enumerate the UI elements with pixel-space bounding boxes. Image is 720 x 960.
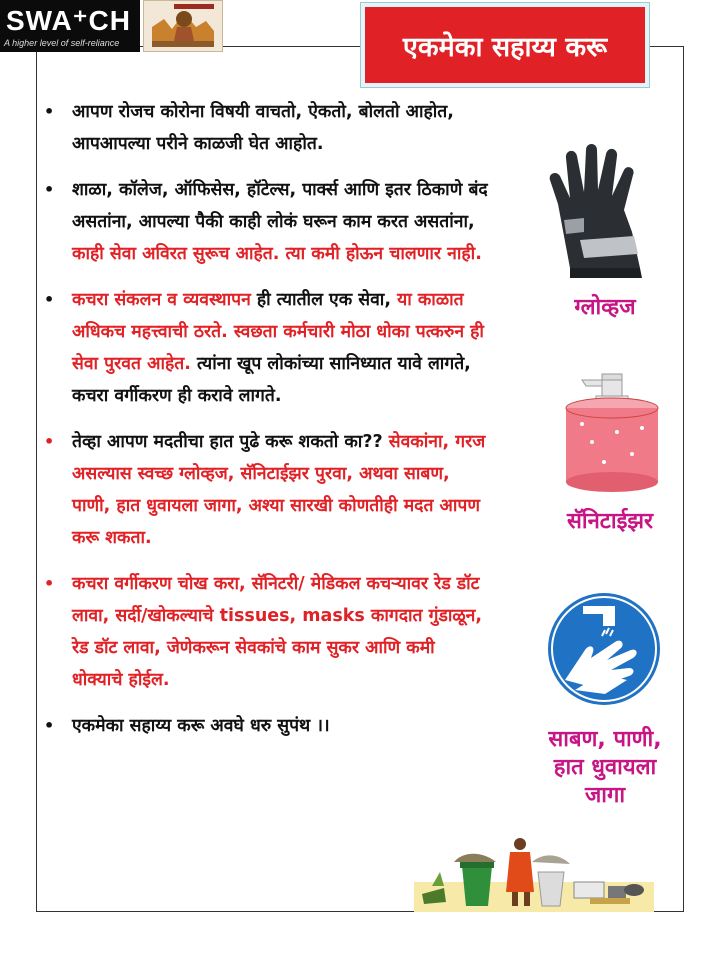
- bullet-item: [40, 284, 490, 412]
- pmc-emblem-logo: [143, 0, 223, 52]
- bullet-text-segment: ही त्यातील एक सेवा,: [250, 290, 398, 310]
- page-title: एकमेका सहाय्य करू: [365, 7, 645, 83]
- bullet-text-segment: त्यांना खूप लोकांच्या सानिध्यात यावे लागते, कचरा वर्गीकरण ही करावे लागते.: [72, 354, 471, 406]
- bullet-text-segment: एकमेका सहाय्य करू अवघे धरु सुपंथ ।।: [72, 716, 330, 736]
- bullet-item: [40, 426, 490, 554]
- gloves-icon: [540, 140, 664, 284]
- soap-label-line-3: जागा: [584, 783, 626, 808]
- bullet-dot-icon: •: [44, 432, 55, 451]
- soap-label-line-1: साबण, पाणी,: [548, 727, 662, 752]
- title-banner: [360, 2, 650, 88]
- soap-water-label: [530, 726, 680, 810]
- bullet-text-segment: तेव्हा आपण मदतीचा हात पुढे करू शकतो का??: [72, 432, 389, 452]
- bullet-text-segment: काही सेवा अविरत सुरूच आहेत. त्या कमी होऊन चालणार नाही.: [72, 244, 482, 264]
- bullet-item: [40, 710, 490, 742]
- pmc-emblem-icon: [144, 1, 222, 51]
- hand-wash-icon: [545, 590, 663, 712]
- sanitizer-bottle-icon: [562, 372, 662, 498]
- bullet-dot-icon: •: [44, 716, 55, 735]
- swach-logo-tagline: A higher level of self-reliance: [4, 38, 120, 48]
- bullet-dot-icon: •: [44, 290, 55, 309]
- sanitizer-label: सॅनिटाईझर: [567, 509, 653, 534]
- bullet-text-segment: सेवकांना, गरज असल्यास स्वच्छ ग्लोव्हज, सॅनिटाईझर पुरवा, अथवा साबण, पाणी, हात धुवायला जागा, अश्या सारखी कोणतीही मदत आपण करू शकता.: [72, 432, 486, 548]
- bullet-item: [40, 174, 490, 270]
- bullet-dot-icon: •: [44, 102, 55, 121]
- bullet-text-segment: आपण रोजच कोरोना विषयी वाचतो, ऐकतो, बोलतो आहोत, आपआपल्या परीने काळजी घेत आहोत.: [72, 102, 454, 154]
- bullet-dot-icon: •: [44, 574, 55, 593]
- bullet-item: [40, 96, 490, 160]
- bullet-list: [40, 96, 490, 756]
- bullet-dot-icon: •: [44, 180, 55, 199]
- bullet-item: [40, 568, 490, 696]
- bullet-text-segment: शाळा, कॉलेज, ऑफिसेस, हॉटेल्स, पार्क्स आणि इतर ठिकाणे बंद असतांना, आपल्या पैकी काही लोकं घरून काम करत असतांना,: [72, 180, 488, 232]
- soap-label-line-2: हात धुवायला: [553, 755, 657, 780]
- bullet-text-segment: कचरा वर्गीकरण चोख करा, सॅनिटरी/ मेडिकल कचऱ्यावर रेड डॉट लावा, सर्दी/खोकल्याचे tissues, masks कागदात गुंडाळून, रेड डॉट लावा, जेणेकरून सेवकांचे काम सुकर आणि कमी धोक्याचे होईल.: [72, 574, 483, 690]
- waste-collection-illustration: [414, 832, 654, 916]
- gloves-label: ग्लोव्हज: [574, 295, 636, 320]
- bullet-text-segment: कचरा संकलन व व्यवस्थापन: [72, 290, 251, 310]
- bullet-text-segment: या काळात अधिकच महत्त्वाची ठरते. स्वछता कर्मचारी मोठा धोका पत्करुन ही सेवा पुरवत आहेत.: [72, 290, 484, 374]
- swach-logo-word: SWA⁺CH: [6, 5, 131, 36]
- swach-logo: [0, 0, 140, 52]
